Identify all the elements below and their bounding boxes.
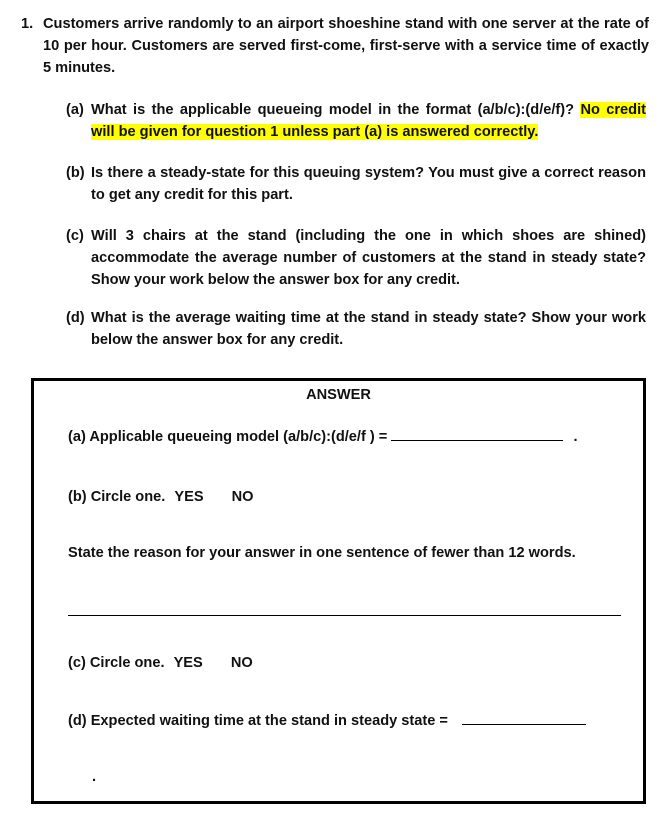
answer-title: ANSWER <box>306 387 371 403</box>
question-stem: Customers arrive randomly to an airport shoeshine stand with one server at the rate of 10 per hour. Customers are served first-come, first-serve with a service time of exactly 5 minutes. <box>43 16 649 76</box>
answer-a-label: (a) Applicable queueing model (a/b/c):(d/e/f ) = <box>68 429 388 445</box>
question-1 <box>21 13 649 79</box>
part-d-label: (d) <box>66 310 85 326</box>
reason-answer-line[interactable] <box>68 615 621 616</box>
answer-c-no[interactable]: NO <box>230 655 253 671</box>
part-c-label: (c) <box>66 228 84 244</box>
part-a-highlight-warning: No credit will be given for question 1 unless part (a) is answered correctly. <box>91 102 647 140</box>
part-d-text: What is the average waiting time at the stand in steady state? Show your work below the answer box for any credit. <box>91 310 646 348</box>
answer-b-label: (b) Circle one. <box>68 489 166 505</box>
part-b-label: (b) <box>66 165 85 181</box>
answer-d-blank[interactable] <box>462 724 586 725</box>
part-a <box>66 99 646 143</box>
answer-c-yes[interactable]: YES <box>173 655 203 671</box>
answer-b-yes[interactable]: YES <box>174 489 204 505</box>
answer-d-row <box>68 713 586 729</box>
answer-c-row <box>68 655 253 671</box>
answer-b-no[interactable]: NO <box>231 489 254 505</box>
answer-b-row <box>68 489 254 505</box>
part-b-text: Is there a steady-state for this queuing system? You must give a correct reason to get any credit for this part. <box>91 165 646 203</box>
reason-prompt: State the reason for your answer in one sentence of fewer than 12 words. <box>68 545 576 561</box>
part-c <box>66 225 646 291</box>
answer-d-label: (d) Expected waiting time at the stand in steady state = <box>68 713 448 729</box>
part-a-text: What is the applicable queueing model in the format (a/b/c):(d/e/f)? <box>91 102 581 118</box>
answer-d-period: . <box>92 769 97 785</box>
question-number: 1. <box>21 16 34 32</box>
answer-box <box>31 378 646 804</box>
answer-a-row <box>68 429 578 445</box>
part-b <box>66 162 646 206</box>
part-a-label: (a) <box>66 102 84 118</box>
part-d <box>66 307 646 351</box>
part-c-text: Will 3 chairs at the stand (including the one in which shoes are shined) accommodate the average number of customers at the stand in steady state? Show your work below the answer box for any credit. <box>91 228 646 288</box>
answer-a-period: . <box>573 429 578 445</box>
answer-c-label: (c) Circle one. <box>68 655 165 671</box>
answer-a-blank[interactable] <box>391 440 563 441</box>
